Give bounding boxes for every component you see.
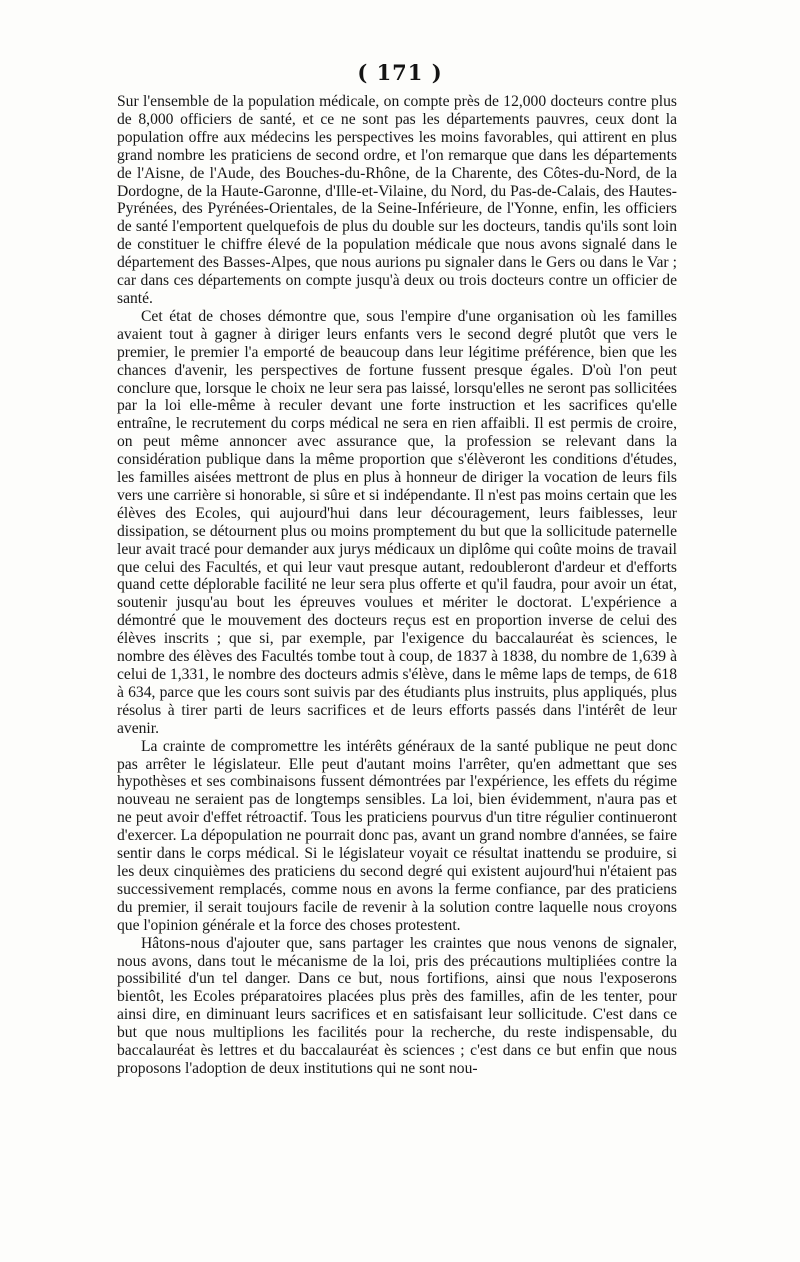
paragraph-4: Hâtons-nous d'ajouter que, sans partager les craintes que nous venons de signaler, nous avons, dans tout le mécanisme de la loi, pris des précautions multipliées contre la possibilité d'un tel danger. Dans ce but, nous fortifions, ainsi que nous l'exposerons bientôt, les Ecoles préparatoires placées plus près des familles, afin de les tenter, pour ainsi dire, en diminuant leurs sacrifices et en satisfaisant leur sollicitude. C'est dans ce but que nous multiplions les facilités pour la recherche, du reste indispensable, du baccalauréat ès lettres et du baccalauréat ès sciences ; c'est dans ce but enfin que nous proposons l'adoption de deux institutions qui ne sont nou- [117, 934, 677, 1077]
body-text [117, 93, 677, 1078]
paragraph-3: La crainte de compromettre les intérêts généraux de la santé publique ne peut donc pas arrêter le législateur. Elle peut d'autant moins l'arrêter, qu'en admettant que ses hypothèses et ses combinaisons fussent démontrées par l'expérience, les effets du régime nouveau ne seraient pas de longtemps sensibles. La loi, bien évidemment, n'aura pas et ne peut avoir d'effet rétroactif. Tous les praticiens pourvus d'un titre régulier continueront d'exercer. La dépopulation ne pourrait donc pas, avant un grand nombre d'années, se faire sentir dans le corps médical. Si le législateur voyait ce résultat inattendu se produire, si les deux cinquièmes des praticiens du second degré qui existent aujourd'hui n'étaient pas successivement remplacés, comme nous en avons la ferme confiance, par des praticiens du premier, il serait toujours facile de revenir à la solution contre laquelle nous croyons que l'opinion générale et la force des choses protestent. [117, 737, 677, 934]
page-number: ( 171 ) [357, 60, 443, 85]
paragraph-2: Cet état de choses démontre que, sous l'empire d'une organisation où les familles avaient tout à gagner à diriger leurs enfants vers le second degré plutôt que vers le premier, le premier l'a emporté de beaucoup dans leur légitime préférence, bien que les chances d'avenir, les perspectives de fortune fussent presque égales. D'où l'on peut conclure que, lorsque le choix ne leur sera pas laissé, lorsqu'elles ne seront pas sollicitées par la loi elle-même à reculer devant une forte instruction et les sacrifices qu'elle entraîne, le recrutement du corps médical ne sera en rien affaibli. Il est permis de croire, on peut même annoncer avec assurance que, la profession se relevant dans la considération publique dans la même proportion que s'élèveront les conditions d'études, les familles aisées mettront de plus en plus à honneur de diriger la vocation de leurs fils vers une carrière si honorable, si sûre et si indépendante. Il n'est pas moins certain que les élèves des Ecoles, qui aujourd'hui dans leur découragement, leurs faiblesses, leur dissipation, se détournent plus ou moins promptement du but que la sollicitude paternelle leur avait tracé pour demander aux jurys médicaux un diplôme qui coûte moins de travail que celui des Facultés, et qui leur vaut presque autant, redoubleront d'ardeur et d'efforts quand cette déplorable facilité ne leur sera plus offerte et qu'il faudra, pour avoir un état, soutenir jusqu'au bout les épreuves voulues et mériter le doctorat. L'expérience a démontré que le mouvement des docteurs reçus est en proportion inverse de celui des élèves inscrits ; que si, par exemple, par l'exigence du baccalauréat ès sciences, le nombre des élèves des Facultés tombe tout à coup, de 1837 à 1838, du nombre de 1,639 à celui de 1,331, le nombre des docteurs admis s'élève, dans le même laps de temps, de 618 à 634, parce que les cours sont suivis par des étudiants plus instruits, plus appliqués, plus résolus à tirer parti de leurs sacrifices et de leurs efforts passés dans l'intérêt de leur avenir. [117, 307, 677, 737]
paragraph-1: Sur l'ensemble de la population médicale, on compte près de 12,000 docteurs contre plus de 8,000 officiers de santé, et ce ne sont pas les départements pauvres, ceux dont la population offre aux médecins les perspectives les moins favorables, qui attirent en plus grand nombre les praticiens de second ordre, et l'on remarque que dans les départements de l'Aisne, de l'Aude, des Bouches-du-Rhône, de la Charente, des Côtes-du-Nord, de la Dordogne, de la Haute-Garonne, d'Ille-et-Vilaine, du Nord, du Pas-de-Calais, des Hautes-Pyrénées, des Pyrénées-Orientales, de la Seine-Inférieure, de l'Yonne, enfin, les officiers de santé l'emportent quelquefois de plus du double sur les docteurs, tandis qu'ils sont loin de constituer le chiffre élevé de la population médicale que nous avons signalé dans le département des Basses-Alpes, que nous aurions pu signaler dans le Gers ou dans le Var ; car dans ces départements on compte jusqu'à deux ou trois docteurs contre un officier de santé. [117, 93, 677, 307]
